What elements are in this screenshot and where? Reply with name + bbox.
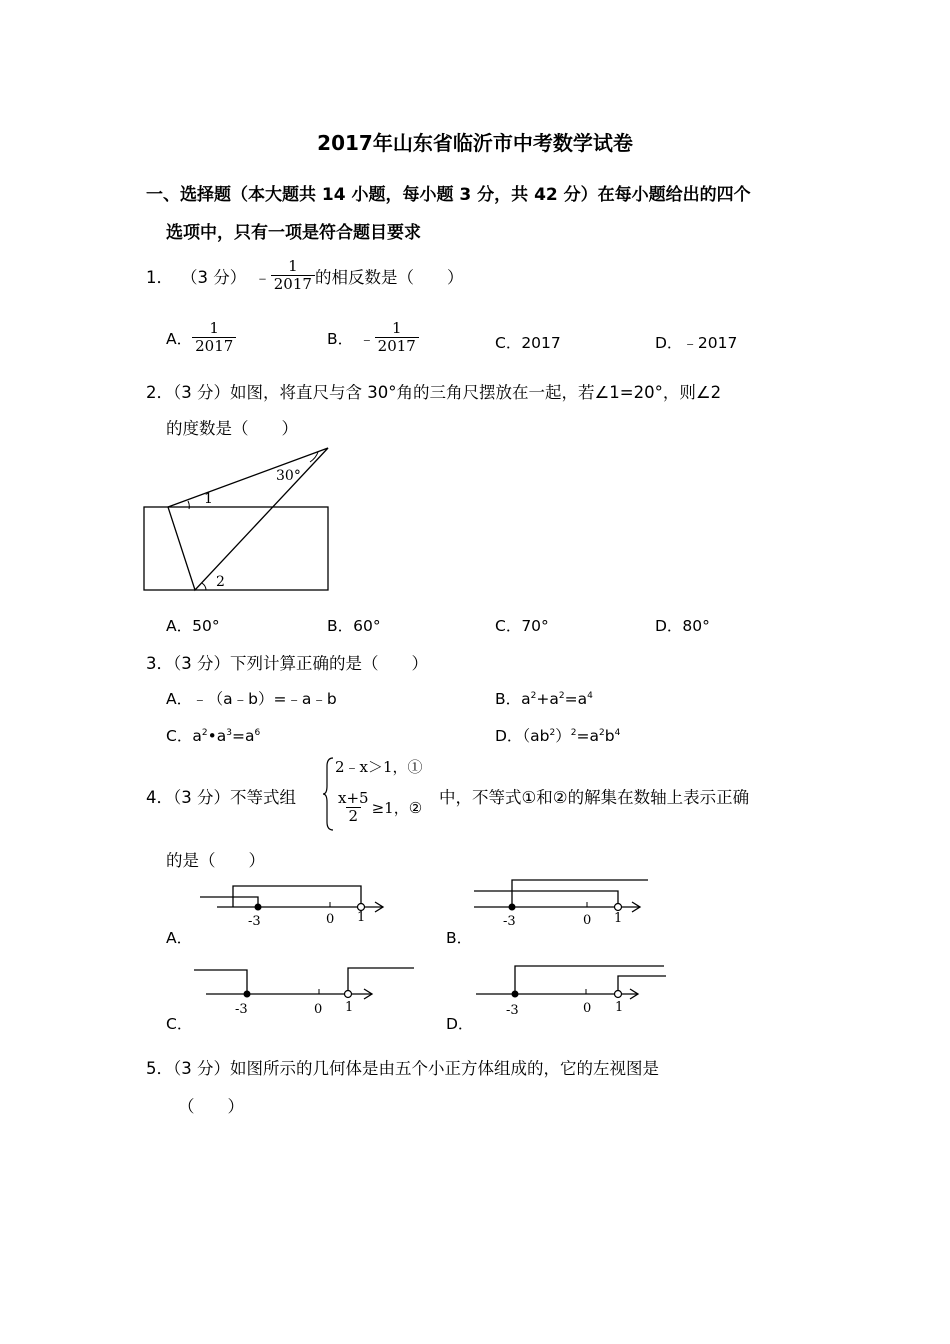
- question-1-stem: [146, 258, 463, 293]
- q2-option-b[interactable]: B．60°: [327, 617, 381, 635]
- tick-label-neg3: -3: [506, 1003, 519, 1018]
- q3-b-part1: B．a: [495, 690, 531, 708]
- q1-score: （3 分）: [181, 267, 247, 287]
- q1-stem-text: 的相反数是（ ）: [314, 267, 464, 287]
- q1-option-a-num: 1: [209, 319, 219, 337]
- q1-option-c[interactable]: C．2017: [495, 334, 561, 352]
- q1-option-d[interactable]: D．﹣2017: [655, 334, 738, 352]
- q3-d-exp3: 2: [599, 728, 605, 738]
- q1-option-b-neg: ﹣: [359, 329, 375, 348]
- question-3-stem: 3．（3 分）下列计算正确的是（ ）: [146, 654, 428, 673]
- inequality-2: [335, 790, 422, 825]
- tick-label-zero: 0: [583, 913, 592, 928]
- tick-label-neg3: -3: [503, 914, 516, 929]
- q4-option-d-label[interactable]: D．: [446, 1015, 474, 1033]
- q2-ruler-triangle-figure: [140, 440, 340, 596]
- q4-option-a-label[interactable]: A．: [166, 929, 193, 947]
- q3-d-part2: ）: [555, 727, 571, 745]
- section-heading-line2: 选项中，只有一项是符合题目要求: [166, 223, 421, 243]
- q2-option-d[interactable]: D．80°: [655, 617, 710, 635]
- q3-option-a[interactable]: A．﹣（a﹣b）=﹣a﹣b: [166, 690, 337, 708]
- label-angle-1: 1: [204, 491, 213, 507]
- inequality-2-text: ≥1，: [371, 799, 409, 817]
- open-point: [615, 991, 622, 998]
- ray-upper: [512, 880, 648, 907]
- q3-d-part3: =a: [576, 727, 600, 745]
- q1-number: 1．: [146, 267, 173, 287]
- q3-c-part3: =a: [231, 727, 255, 745]
- page-title: 2017年山东省临沂市中考数学试卷: [317, 131, 633, 155]
- question-4-stem-pre: 4．（3 分）不等式组: [146, 788, 296, 807]
- q1-frac-denominator: 2017: [271, 275, 315, 293]
- q3-d-part1: D．（ab: [495, 727, 550, 745]
- label-angle-2: 2: [216, 574, 225, 590]
- q3-c-exp3: 6: [254, 728, 261, 738]
- q3-c-part1: C．a: [166, 727, 202, 745]
- q4-option-c-number-line[interactable]: [192, 962, 417, 1018]
- tick-label-one: 1: [345, 1000, 354, 1015]
- ray-left: [200, 897, 258, 907]
- ray-lower: [618, 976, 666, 994]
- q1-neg-sign: ﹣: [254, 267, 271, 287]
- closed-point: [255, 904, 262, 911]
- tick-label-zero: 0: [326, 912, 335, 927]
- q4-option-d-number-line[interactable]: [472, 962, 672, 1018]
- q1-option-b[interactable]: [327, 320, 419, 355]
- tick-label-neg3: -3: [235, 1002, 248, 1017]
- q4-option-c-label[interactable]: C．: [166, 1015, 193, 1033]
- q3-option-c[interactable]: [166, 724, 260, 746]
- inequality-1-text: 2﹣x＞1，: [335, 758, 408, 776]
- q1-option-b-den: 2017: [375, 337, 419, 355]
- q3-b-part3: =a: [564, 690, 588, 708]
- q3-d-exp4: 4: [614, 728, 621, 738]
- open-point: [615, 904, 622, 911]
- q3-d-exp2: 2: [570, 728, 577, 738]
- q1-fraction: [271, 258, 315, 293]
- q4-inequality-system: [322, 756, 438, 832]
- question-5-stem-line2: （ ）: [178, 1097, 244, 1116]
- ray-upper: [515, 966, 664, 994]
- q1-option-b-num: 1: [391, 319, 402, 337]
- ray-right: [348, 968, 414, 994]
- q3-c-exp1: 2: [201, 728, 208, 738]
- q3-b-exp1: 2: [530, 691, 537, 701]
- q3-b-exp3: 4: [587, 691, 593, 701]
- question-4-stem-post: 中，不等式①和②的解集在数轴上表示正确: [439, 788, 750, 807]
- inequality-2-marker: ②: [408, 798, 423, 817]
- tick-label-zero: 0: [583, 1001, 592, 1016]
- q1-option-a-label: A．: [166, 329, 193, 348]
- question-2-stem-line1: 2．（3 分）如图，将直尺与含 30°角的三角尺摆放在一起，若∠1=20°，则∠2: [146, 383, 722, 402]
- q2-option-a[interactable]: A．50°: [166, 617, 220, 635]
- q3-option-d[interactable]: [495, 724, 620, 746]
- ray-left: [194, 970, 247, 994]
- question-5-stem-line1: 5．（3 分）如图所示的几何体是由五个小正方体组成的，它的左视图是: [146, 1059, 659, 1078]
- section-heading-line1: 一、选择题（本大题共 14 小题，每小题 3 分，共 42 分）在每小题给出的四个: [146, 185, 751, 205]
- q3-c-part2: •a: [207, 727, 227, 745]
- inequality-2-numerator: x+5: [338, 789, 369, 807]
- question-2-stem-line2: 的度数是（ ）: [166, 419, 298, 438]
- q1-option-b-label: B．: [327, 329, 354, 348]
- ray-lower: [474, 891, 618, 907]
- q1-option-b-fraction: [375, 320, 419, 355]
- closed-point: [509, 904, 516, 911]
- q3-d-part4: b: [604, 727, 615, 745]
- q3-b-exp2: 2: [558, 691, 565, 701]
- q3-c-exp2: 3: [226, 728, 232, 738]
- label-angle-30: 30°: [276, 468, 301, 484]
- inequality-1: [335, 756, 423, 777]
- tick-label-neg3: -3: [248, 914, 261, 929]
- q3-option-b[interactable]: [495, 687, 593, 709]
- angle-2-arc: [202, 583, 206, 590]
- closed-point: [244, 991, 251, 998]
- inequality-1-marker: ①: [407, 758, 423, 776]
- closed-point: [512, 991, 519, 998]
- q4-option-a-number-line[interactable]: [195, 878, 395, 930]
- q1-option-a[interactable]: [166, 320, 236, 355]
- tick-label-one: 1: [614, 911, 623, 926]
- tick-label-zero: 0: [314, 1002, 323, 1017]
- q1-option-a-den: 2017: [192, 337, 236, 355]
- q2-option-c[interactable]: C．70°: [495, 617, 549, 635]
- inequality-2-denominator: 2: [346, 807, 362, 825]
- q3-d-exp1: 2: [549, 728, 556, 738]
- tick-label-one: 1: [357, 910, 366, 925]
- inequality-2-fraction: [335, 790, 372, 825]
- q4-option-b-number-line[interactable]: [470, 876, 660, 930]
- q3-b-part2: +a: [536, 690, 559, 708]
- q1-frac-numerator: 1: [288, 257, 298, 275]
- q1-option-a-fraction: [192, 320, 236, 355]
- left-brace: [322, 756, 334, 832]
- triangle-ruler: [168, 448, 328, 590]
- angle-1-arc: [188, 501, 189, 509]
- tick-label-one: 1: [615, 1000, 624, 1015]
- question-4-stem-line2: 的是（ ）: [166, 851, 265, 870]
- open-point: [345, 991, 352, 998]
- q4-option-b-label[interactable]: B．: [446, 929, 473, 947]
